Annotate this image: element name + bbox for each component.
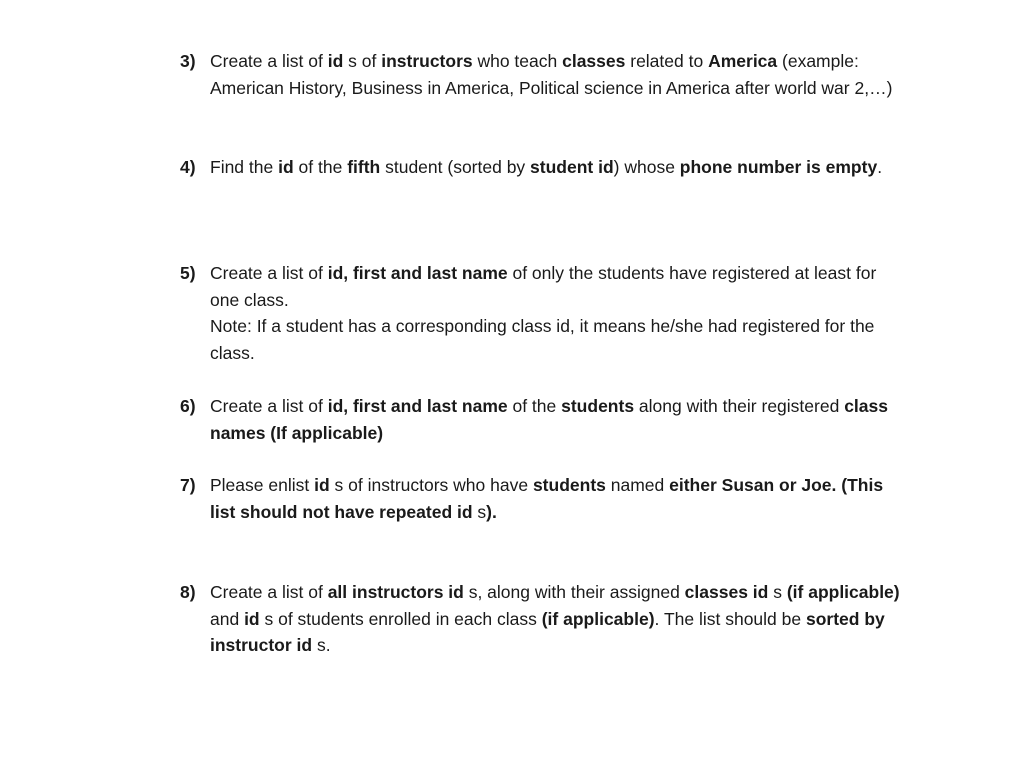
question-text (210, 48, 910, 101)
question-text (210, 154, 910, 181)
question-text (210, 393, 910, 446)
question-paragraph: Create a list of id, first and last name of the students along with their registered class names (If applicable) (210, 396, 888, 443)
question-text (210, 579, 910, 659)
question-number: 5) (180, 263, 196, 283)
question-number: 7) (180, 475, 196, 495)
question-number: 8) (180, 582, 196, 602)
question-5 (180, 260, 910, 366)
question-note: Note: If a student has a corresponding class id, it means he/she had registered for the class. (210, 316, 875, 363)
question-paragraph: Find the id of the fifth student (sorted by student id) whose phone number is empty. (210, 157, 883, 177)
question-number: 6) (180, 396, 196, 416)
question-text (210, 260, 910, 366)
question-8 (180, 579, 910, 659)
question-6 (180, 393, 910, 446)
question-paragraph: Please enlist id s of instructors who have students named either Susan or Joe. (This list should not have repeated id s). (210, 475, 884, 522)
question-paragraph: Create a list of all instructors id s, along with their assigned classes id s (if applicable) and id s of students enrolled in each class (if applicable). The list should be sorted by instructor id s. (210, 582, 900, 655)
question-paragraph: Create a list of id, first and last name of only the students have registered at least for one class. (210, 263, 877, 310)
question-3 (180, 48, 910, 101)
question-text (210, 472, 910, 525)
question-number: 3) (180, 51, 196, 71)
question-paragraph: Create a list of id s of instructors who teach classes related to America (example: American History, Business in America, Political science in America after world war 2,…) (210, 51, 893, 98)
question-7 (180, 472, 910, 525)
question-number: 4) (180, 157, 196, 177)
question-4 (180, 154, 910, 181)
